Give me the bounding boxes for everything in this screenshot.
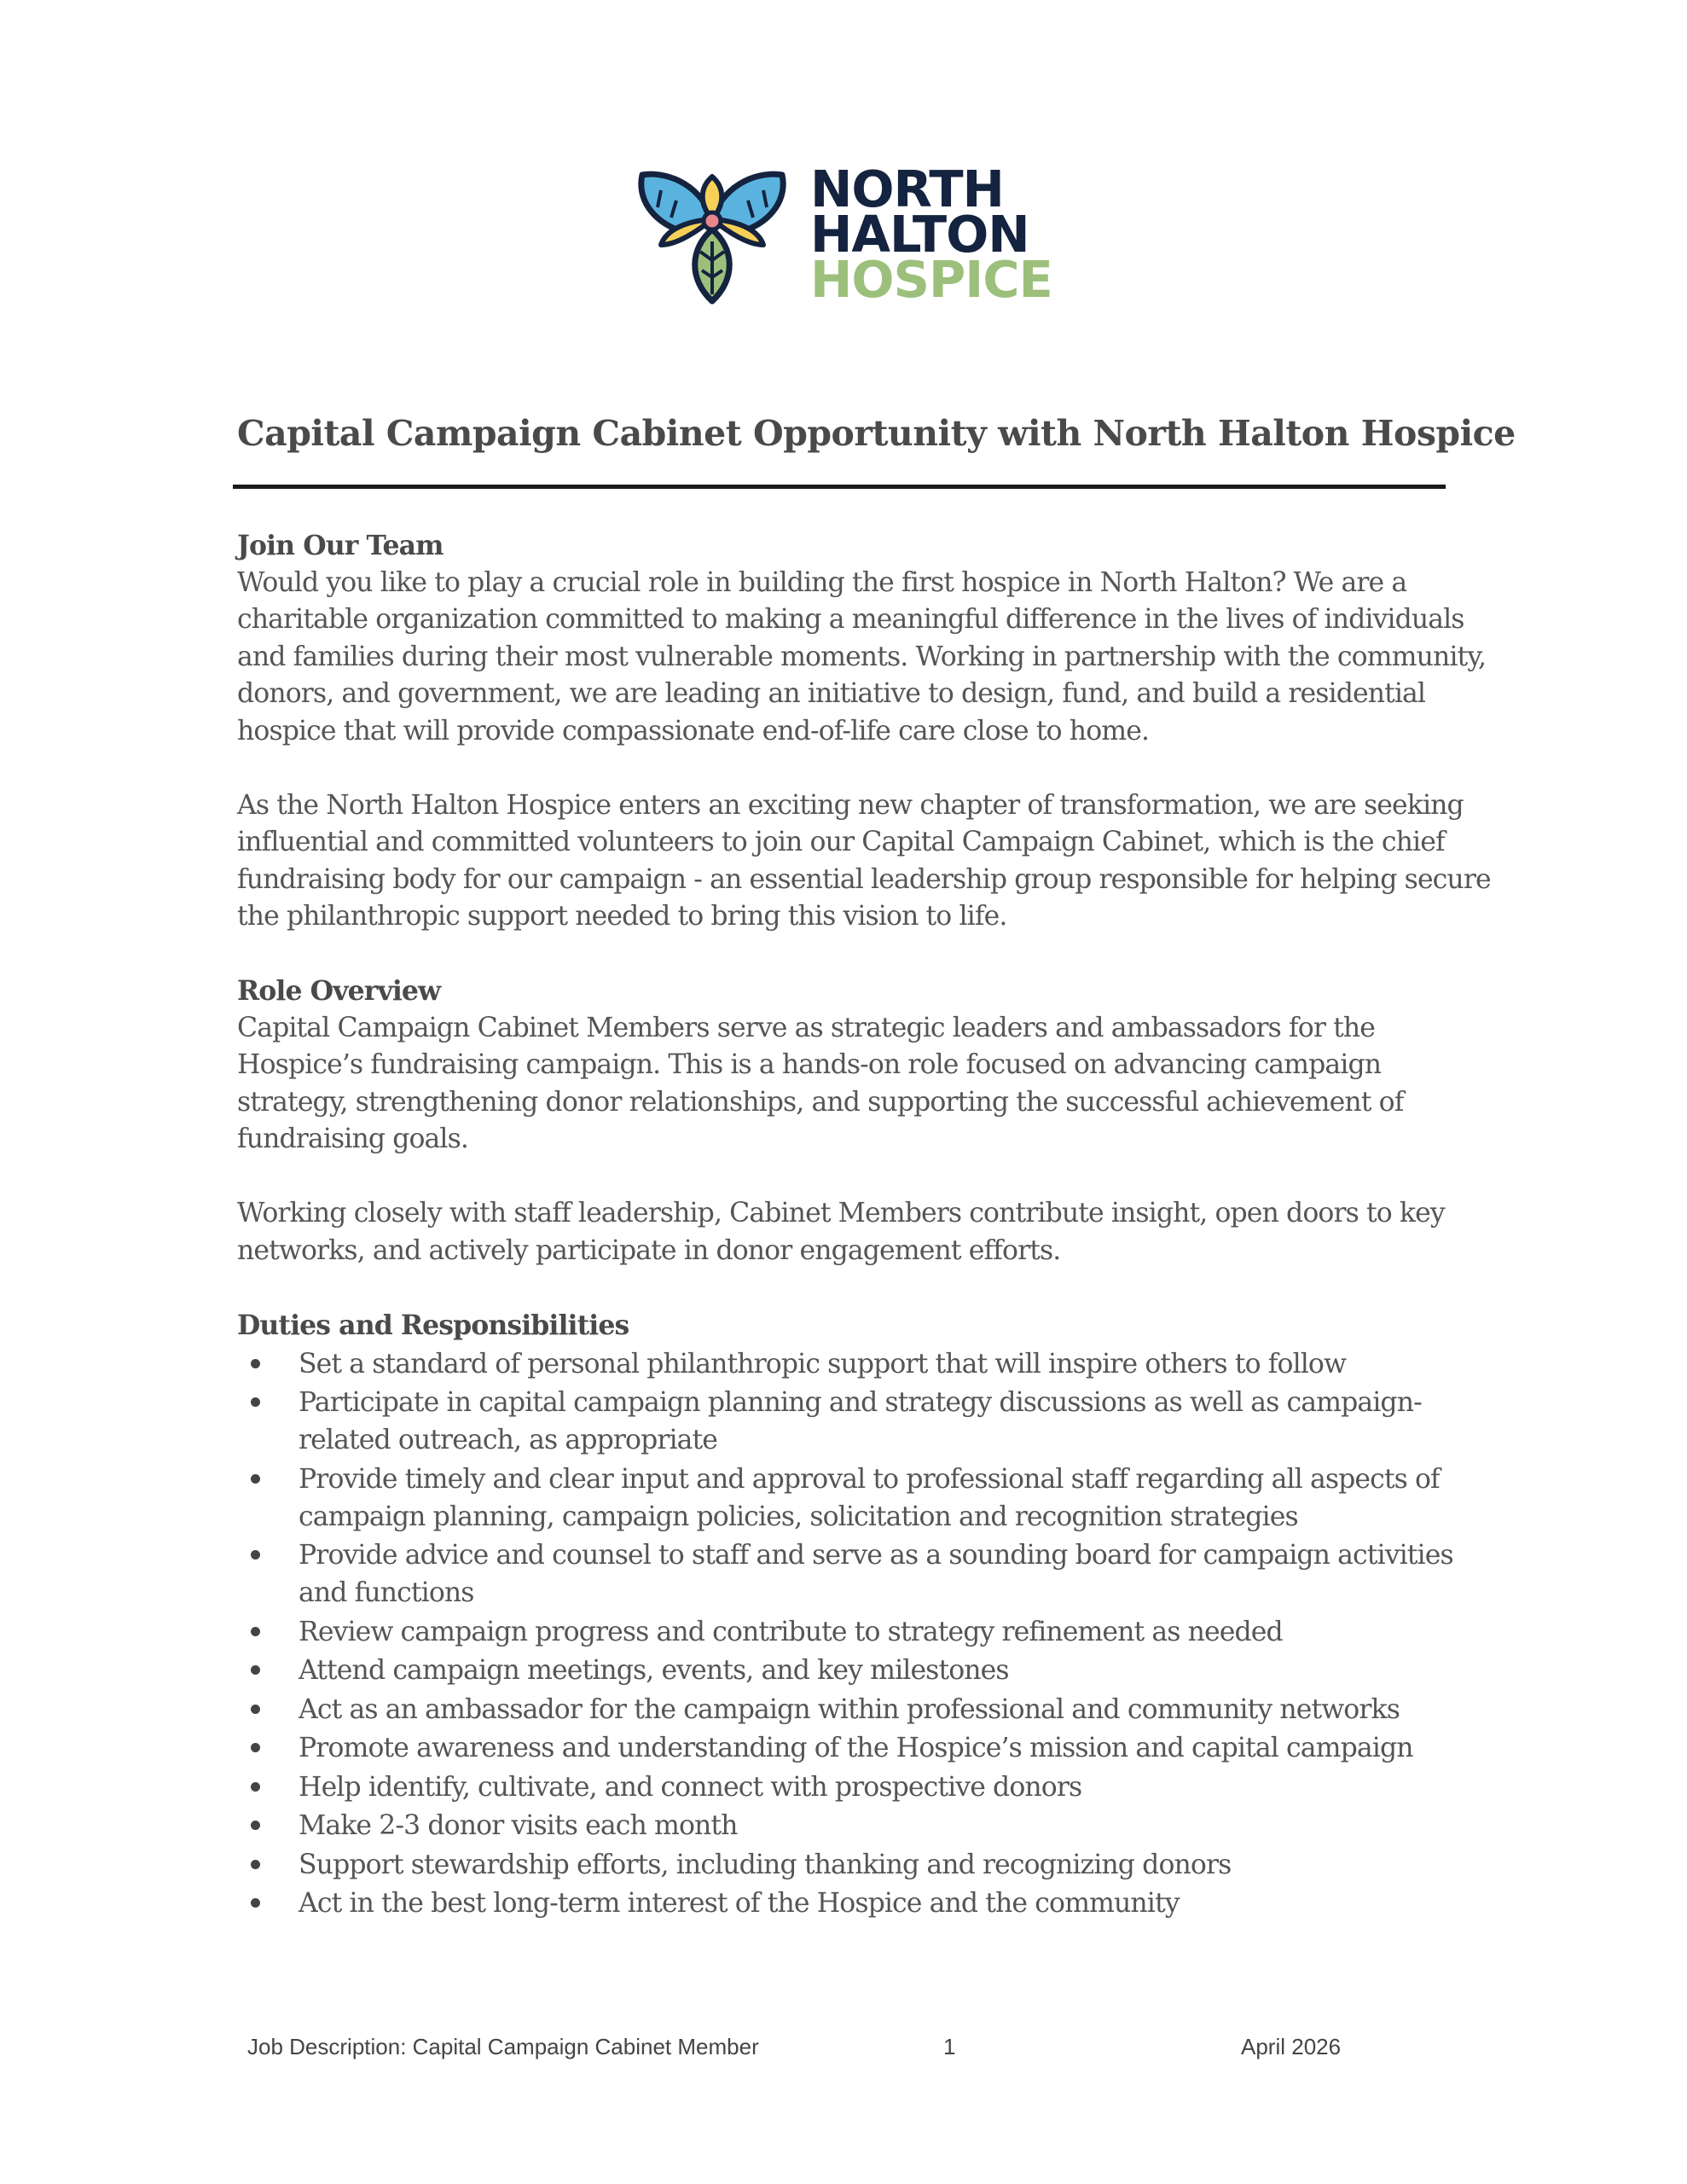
text-line: charitable organization committed to making a meaningful difference in the lives of individuals: [237, 604, 1464, 635]
bullet-icon: [251, 1397, 260, 1407]
text-line: fundraising body for our campaign - an essential leadership group responsible for helping secure: [237, 863, 1491, 895]
bullet-icon: [251, 1898, 260, 1908]
title-divider: [233, 485, 1446, 489]
trillium-flower-logo-icon: [635, 166, 789, 307]
text-line: influential and committed volunteers to join our Capital Campaign Cabinet, which is the chief: [237, 827, 1445, 857]
list-item: Act in the best long-term interest of the Hospice and the community: [237, 1885, 1448, 1922]
bullet-icon: [251, 1705, 260, 1714]
text-line: As the North Halton Hospice enters an exciting new chapter of transformation, we are seeking: [237, 789, 1464, 821]
text-line: fundraising goals.: [237, 1124, 468, 1154]
bullet-icon: [251, 1550, 260, 1560]
list-item: Make 2-3 donor visits each month: [237, 1807, 1448, 1844]
footer-document-title: Job Description: Capital Campaign Cabinet Member: [247, 2034, 759, 2059]
document-body: [237, 527, 1491, 1922]
logo-wordmark: [810, 160, 1052, 309]
logo-line-north: NORTH: [810, 160, 1004, 218]
text-line: strategy, strengthening donor relationships, and supporting the successful achievement of: [237, 1086, 1404, 1118]
page-title: Capital Campaign Cabinet Opportunity with North Halton Hospice: [237, 413, 1516, 454]
text-line: Capital Campaign Cabinet Members serve as strategic leaders and ambassadors for the: [237, 1012, 1375, 1043]
bullet-icon: [251, 1627, 260, 1636]
list-item: Provide timely and clear input and approval to professional staff regarding all aspects of campaign planning, campaign policies, solicitation and recognition strategies: [237, 1461, 1448, 1536]
join-heading: Join Our Team: [237, 530, 443, 561]
list-item: Help identify, cultivate, and connect with prospective donors: [237, 1769, 1448, 1806]
list-item: Attend campaign meetings, events, and key milestones: [237, 1652, 1448, 1689]
bullet-icon: [251, 1821, 260, 1830]
text-line: the philanthropic support needed to bring this vision to life.: [237, 901, 1007, 932]
duties-list: [237, 1345, 1453, 1923]
list-item: Act as an ambassador for the campaign within professional and community networks: [237, 1691, 1448, 1728]
text-line: Hospice’s fundraising campaign. This is a hands-on role focused on advancing campaign: [237, 1049, 1382, 1080]
list-item: Provide advice and counsel to staff and serve as a sounding board for campaign activities and functions: [237, 1536, 1448, 1612]
bullet-icon: [251, 1474, 260, 1484]
text-line: Would you like to play a crucial role in building the first hospice in North Halton? We are a: [237, 566, 1407, 598]
role-paragraph-1: [237, 1010, 1448, 1159]
footer-date: April 2026: [1241, 2034, 1342, 2059]
footer-page-number: 1: [943, 2034, 956, 2059]
bullet-icon: [251, 1860, 260, 1869]
list-item: Review campaign progress and contribute to strategy refinement as needed: [237, 1613, 1448, 1651]
duties-heading: Duties and Responsibilities: [237, 1309, 629, 1341]
logo-line-halton: HALTON: [810, 205, 1029, 264]
list-item: Support stewardship efforts, including thanking and recognizing donors: [237, 1846, 1448, 1884]
logo-line-hospice: HOSPICE: [810, 250, 1052, 309]
list-item: Promote awareness and understanding of the Hospice’s mission and capital campaign: [237, 1729, 1448, 1767]
join-paragraph-2: [237, 787, 1491, 936]
bullet-icon: [251, 1782, 260, 1792]
list-item: Set a standard of personal philanthropic support that will inspire others to follow: [237, 1345, 1448, 1383]
text-line: hospice that will provide compassionate end-of-life care close to home.: [237, 715, 1150, 746]
role-heading: Role Overview: [237, 975, 441, 1007]
text-line: and families during their most vulnerable moments. Working in partnership with the community,: [237, 641, 1487, 672]
text-line: networks, and actively participate in donor engagement efforts.: [237, 1234, 1061, 1266]
bullet-icon: [251, 1743, 260, 1752]
north-halton-hospice-logo: [635, 160, 1062, 316]
role-paragraph-2: [237, 1195, 1448, 1269]
text-line: donors, and government, we are leading an initiative to design, fund, and build a residential: [237, 678, 1426, 709]
text-line: Working closely with staff leadership, Cabinet Members contribute insight, open doors to key: [237, 1198, 1445, 1228]
bullet-icon: [251, 1665, 260, 1675]
join-paragraph-1: [237, 565, 1487, 751]
bullet-icon: [251, 1359, 260, 1368]
list-item: Participate in capital campaign planning and strategy discussions as well as campaign- related outreach, as appropriate: [237, 1384, 1448, 1459]
